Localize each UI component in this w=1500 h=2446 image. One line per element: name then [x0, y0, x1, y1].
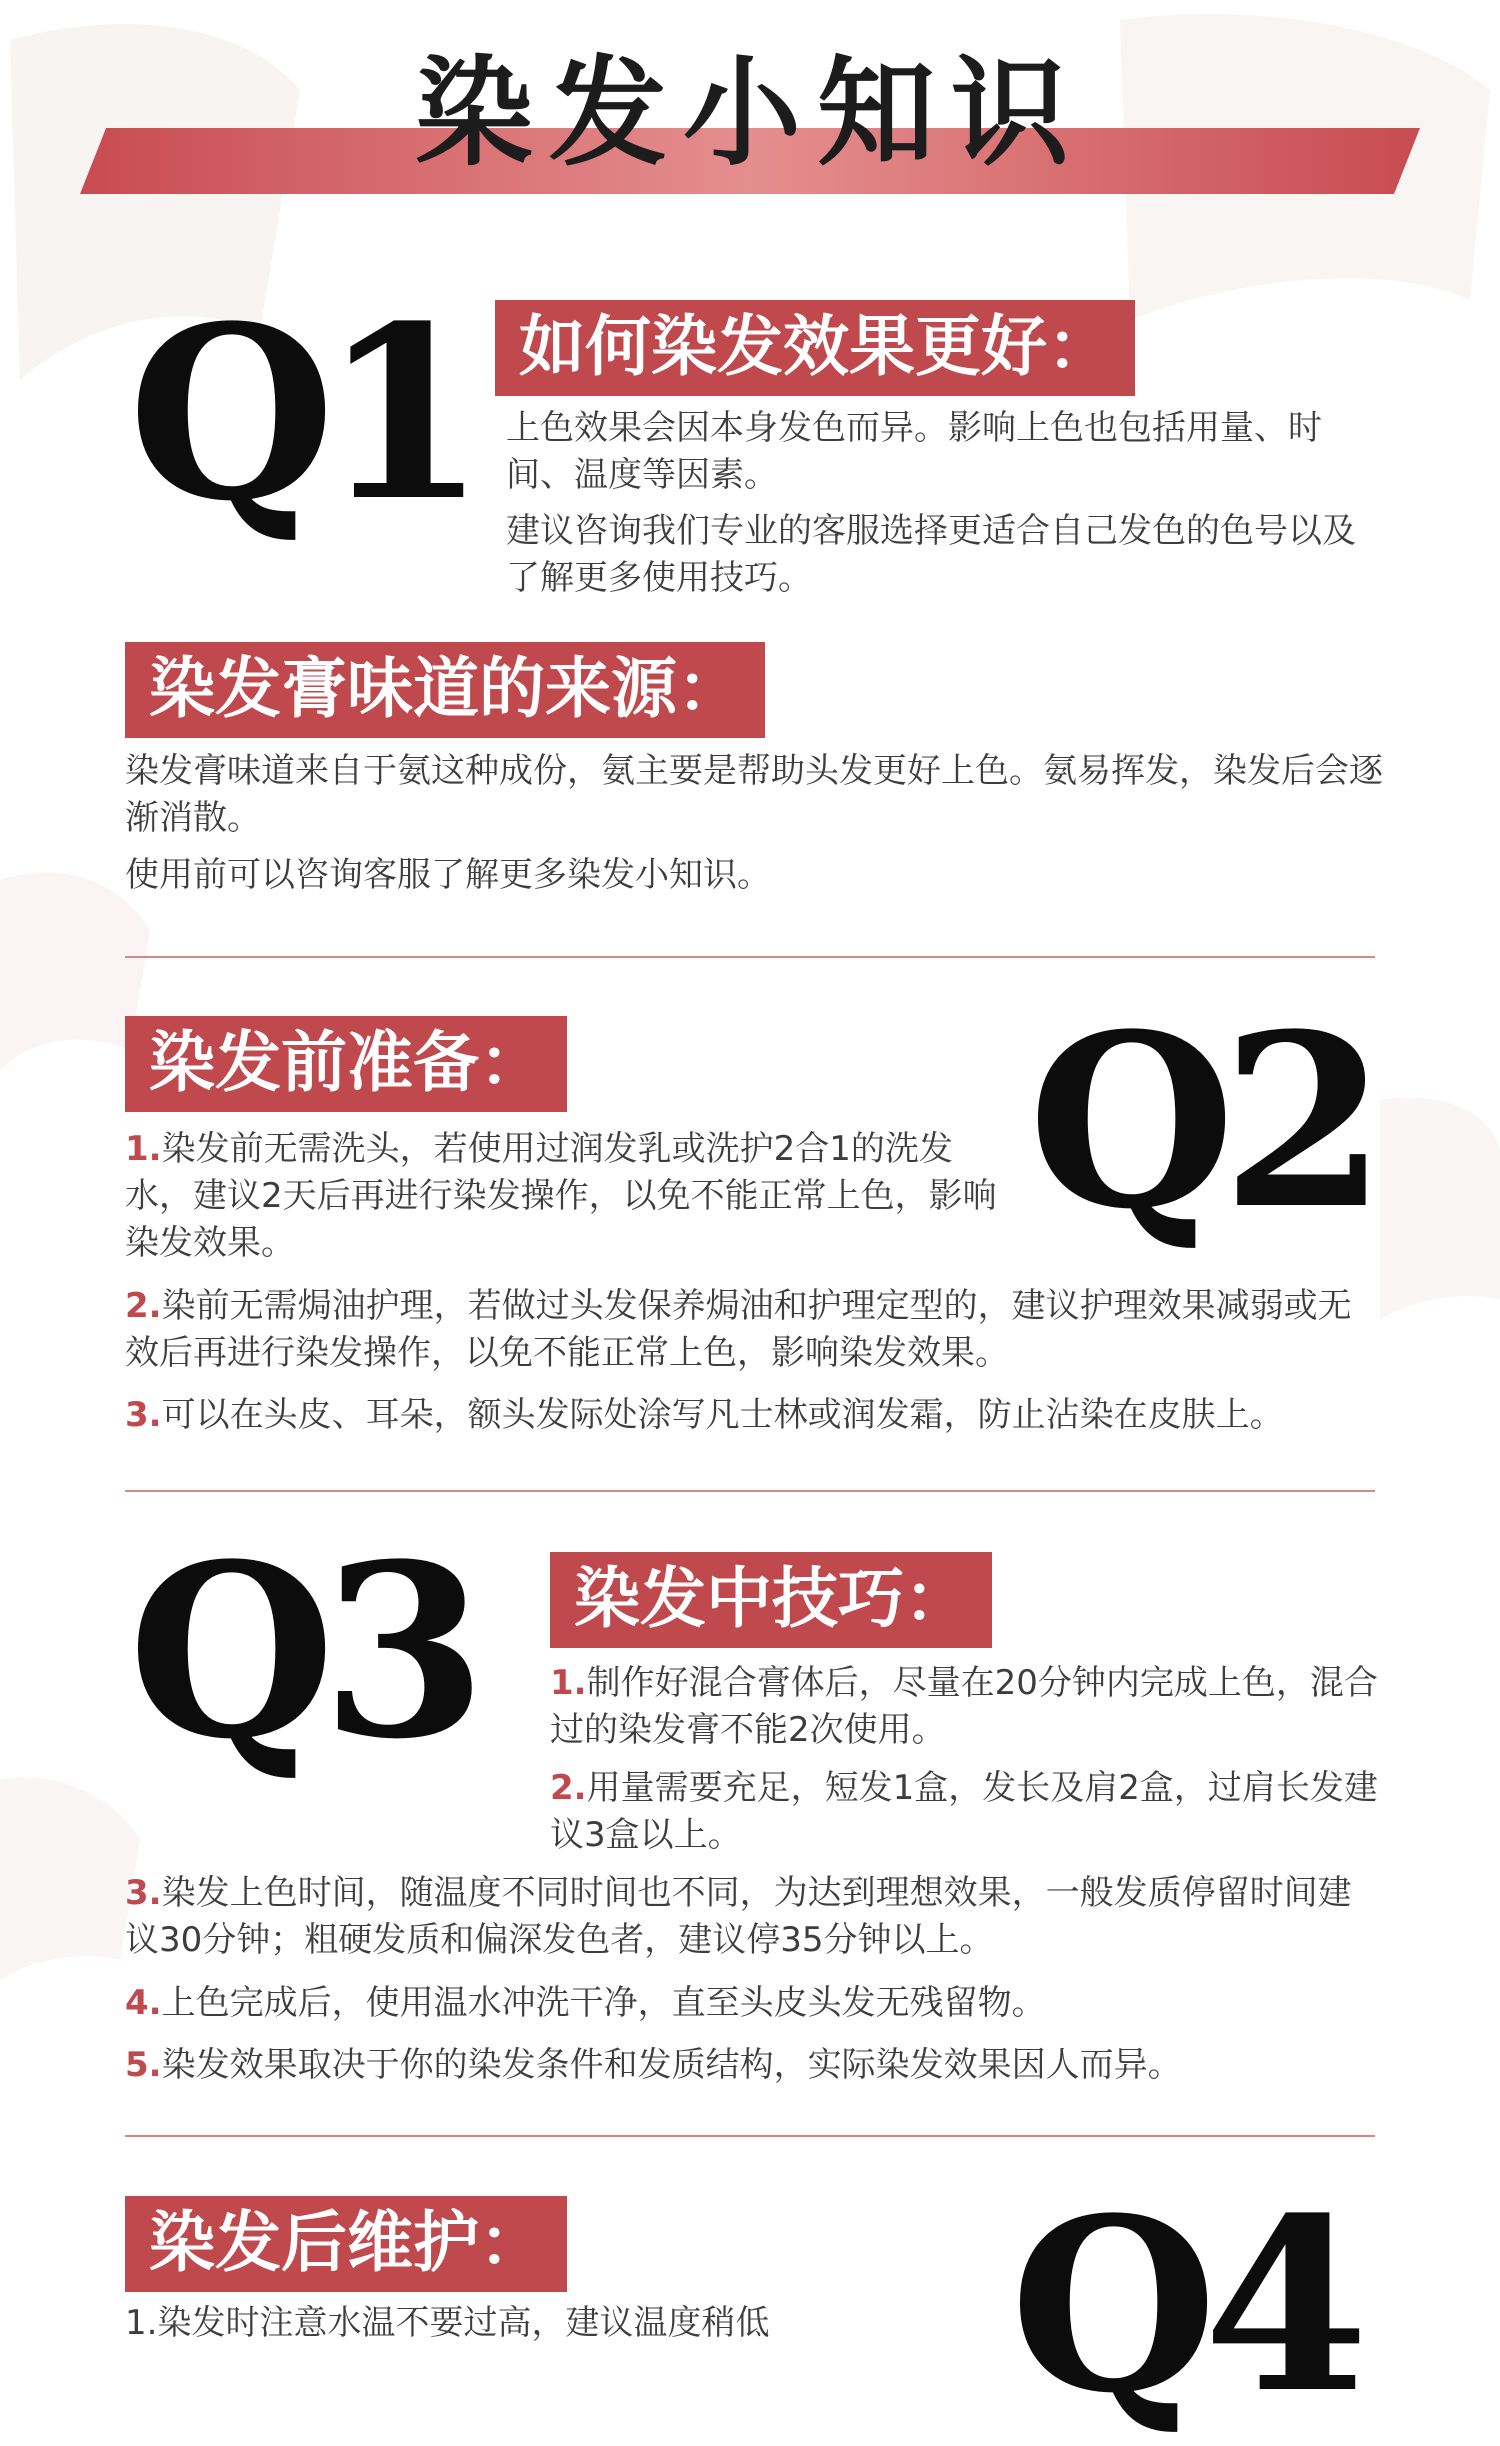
q1-label: Q1: [128, 275, 473, 554]
during-item-1-number: 1.: [550, 1663, 587, 1703]
page-title: 染发小知识: [414, 44, 1085, 182]
during-item-5-number: 5.: [125, 2045, 162, 2085]
during-item-5: [125, 2042, 1385, 2089]
during-item-1: [550, 1660, 1385, 1754]
during-item-2: [550, 1765, 1385, 1859]
before-item-2: [125, 1283, 1385, 1377]
odor-paragraph-1: 染发膏味道来自于氨这种成份，氨主要是帮助头发更好上色。氨易挥发，染发后会逐渐消散。: [125, 751, 1383, 838]
divider-2: [125, 1490, 1375, 1492]
during-item-3-text: 染发上色时间，随温度不同时间也不同，为达到理想效果，一般发质停留时间建议30分钟；粗硬发质和偏深发色者，建议停35分钟以上。: [125, 1873, 1352, 1960]
before-item-3-text: 可以在头皮、耳朵，额头发际处涂写凡士林或润发霜，防止沾染在皮肤上。: [161, 1395, 1284, 1435]
during-item-3-number: 3.: [125, 1873, 162, 1913]
during-item-2-number: 2.: [550, 1768, 587, 1808]
before-item-3-number: 3.: [125, 1395, 162, 1435]
during-item-4-number: 4.: [125, 1983, 162, 2023]
q4-label: Q4: [1010, 2167, 1355, 2446]
during-item-4-text: 上色完成后，使用温水冲洗干净，直至头皮头发无残留物。: [161, 1983, 1046, 2023]
heading-odor: 染发膏味道的来源：: [125, 642, 765, 738]
divider-1: [125, 956, 1375, 958]
during-item-5-text: 染发效果取决于你的染发条件和发质结构，实际染发效果因人而异。: [161, 2045, 1182, 2085]
during-item-3: [125, 1870, 1385, 1964]
q3-label: Q3: [128, 1513, 473, 1792]
before-item-2-text: 染前无需焗油护理，若做过头发保养焗油和护理定型的，建议护理效果减弱或无效后再进行染发操作，以免不能正常上色，影响染发效果。: [125, 1286, 1352, 1373]
color-effect-paragraph-2: 建议咨询我们专业的客服选择更适合自己发色的色号以及了解更多使用技巧。: [506, 511, 1356, 598]
after-partial-clip: [125, 2300, 1025, 2343]
before-item-3: [125, 1392, 1385, 1439]
heading-after: 染发后维护：: [125, 2196, 567, 2292]
before-item-1: [125, 1126, 1005, 1267]
q2-label: Q2: [1028, 983, 1373, 1262]
q4-clip: [1010, 2167, 1410, 2446]
before-item-1-number: 1.: [125, 1129, 162, 1169]
heading-before: 染发前准备：: [125, 1016, 567, 1112]
during-item-2-text: 用量需要充足，短发1盒，发长及肩2盒，过肩长发建议3盒以上。: [550, 1768, 1378, 1855]
before-item-1-text: 染发前无需洗头，若使用过润发乳或洗护2合1的洗发水，建议2天后再进行染发操作，以免不能正常上色，影响染发效果。: [125, 1129, 997, 1263]
after-partial-line: 1.染发时注意水温不要过高，建议温度稍低: [125, 2303, 770, 2343]
during-item-4: [125, 1980, 1385, 2027]
divider-3: [125, 2135, 1375, 2137]
odor-paragraph-2: 使用前可以咨询客服了解更多染发小知识。: [125, 855, 771, 895]
during-item-1-text: 制作好混合膏体后，尽量在20分钟内完成上色，混合过的染发膏不能2次使用。: [550, 1663, 1378, 1750]
heading-color-effect: 如何染发效果更好：: [495, 300, 1135, 396]
heading-during: 染发中技巧：: [550, 1552, 992, 1648]
before-item-2-number: 2.: [125, 1286, 162, 1326]
color-effect-paragraph-1: 上色效果会因本身发色而异。影响上色也包括用量、时间、温度等因素。: [506, 408, 1322, 495]
